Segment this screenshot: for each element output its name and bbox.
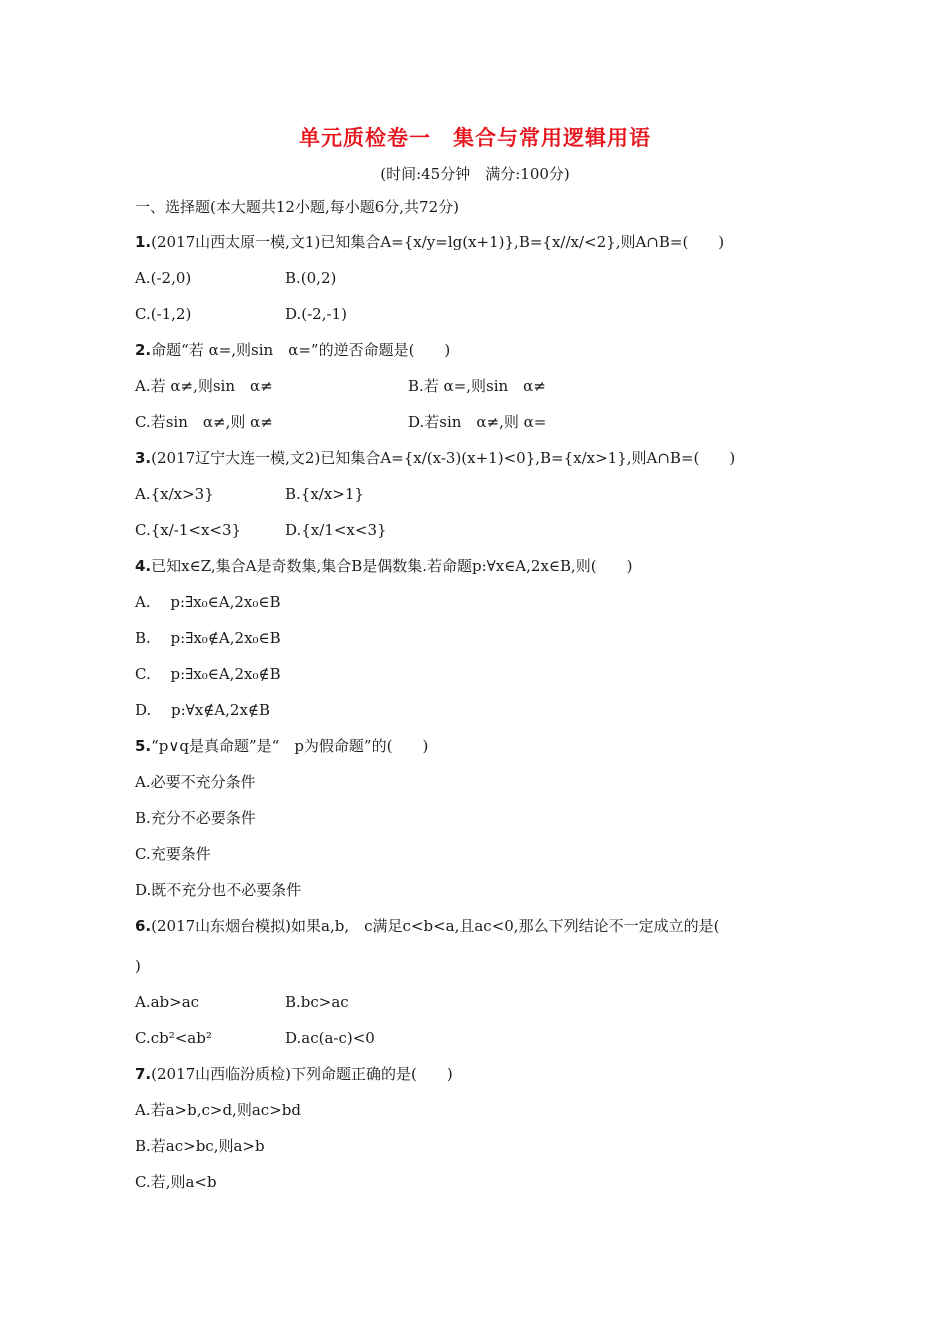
- option-a: A. p:∃x₀∈A,2x₀∈B: [135, 593, 281, 611]
- question-number: 5.: [135, 737, 152, 755]
- question-text-continuation: ): [135, 957, 141, 975]
- option-c: C.cb²<ab²: [135, 1029, 212, 1047]
- option-d: D.(-2,-1): [285, 305, 347, 323]
- option-d: D.ac(a-c)<0: [285, 1029, 375, 1047]
- option-c: C.充要条件: [135, 845, 211, 863]
- option-b: B.{x/x>1}: [285, 485, 364, 503]
- question-5: [135, 736, 428, 756]
- question-text: (2017山东烟台模拟)如果a,b, c满足c<b<a,且ac<0,那么下列结论不一定成立的是(: [151, 917, 720, 935]
- question-text: (2017山西临汾质检)下列命题正确的是( ): [151, 1065, 453, 1083]
- question-text: (2017辽宁大连一模,文2)已知集合A={x/(x-3)(x+1)<0},B={x/x>1},则A∩B=( ): [151, 449, 736, 467]
- question-number: 2.: [135, 341, 152, 359]
- question-1: [135, 232, 724, 252]
- question-7: [135, 1064, 453, 1084]
- option-a: A.若a>b,c>d,则ac>bd: [135, 1101, 301, 1119]
- option-c: C.若sin α≠,则 α≠: [135, 413, 273, 431]
- question-number: 3.: [135, 449, 152, 467]
- option-d: D. p:∀x∉A,2x∉B: [135, 701, 271, 719]
- page-title: 单元质检卷一 集合与常用逻辑用语: [299, 126, 651, 150]
- option-a: A.(-2,0): [135, 269, 192, 287]
- option-a: A.ab>ac: [135, 993, 200, 1011]
- question-4: [135, 556, 633, 576]
- question-6: [135, 916, 719, 936]
- option-a: A.若 α≠,则sin α≠: [135, 377, 273, 395]
- option-c: C.若,则a<b: [135, 1173, 217, 1191]
- option-a: A.{x/x>3}: [135, 485, 214, 503]
- question-text: (2017山西太原一模,文1)已知集合A={x/y=lg(x+1)},B={x//x/<2},则A∩B=( ): [151, 233, 725, 251]
- question-text: 命题“若 α=,则sin α=”的逆否命题是( ): [151, 341, 451, 359]
- question-2: [135, 340, 450, 360]
- option-a: A.必要不充分条件: [135, 773, 256, 791]
- question-3: [135, 448, 735, 468]
- option-b: B.充分不必要条件: [135, 809, 256, 827]
- option-b: B.若 α=,则sin α≠: [408, 377, 546, 395]
- option-b: B. p:∃x₀∉A,2x₀∈B: [135, 629, 281, 647]
- section-heading: 一、选择题(本大题共12小题,每小题6分,共72分): [135, 198, 459, 216]
- option-d: D.既不充分也不必要条件: [135, 881, 302, 899]
- option-c: C. p:∃x₀∈A,2x₀∉B: [135, 665, 281, 683]
- question-number: 4.: [135, 557, 152, 575]
- option-b: B.(0,2): [285, 269, 337, 287]
- question-number: 7.: [135, 1065, 152, 1083]
- option-b: B.bc>ac: [285, 993, 349, 1011]
- question-number: 6.: [135, 917, 152, 935]
- question-text: 已知x∈Z,集合A是奇数集,集合B是偶数集.若命题p:∀x∈A,2x∈B,则( ): [151, 557, 633, 575]
- page-subtitle: (时间:45分钟 满分:100分): [380, 165, 570, 183]
- option-c: C.{x/-1<x<3}: [135, 521, 242, 539]
- option-b: B.若ac>bc,则a>b: [135, 1137, 265, 1155]
- question-number: 1.: [135, 233, 152, 251]
- option-c: C.(-1,2): [135, 305, 192, 323]
- question-text: “p∨q是真命题”是“ p为假命题”的( ): [151, 737, 429, 755]
- option-d: D.{x/1<x<3}: [285, 521, 387, 539]
- option-d: D.若sin α≠,则 α=: [408, 413, 547, 431]
